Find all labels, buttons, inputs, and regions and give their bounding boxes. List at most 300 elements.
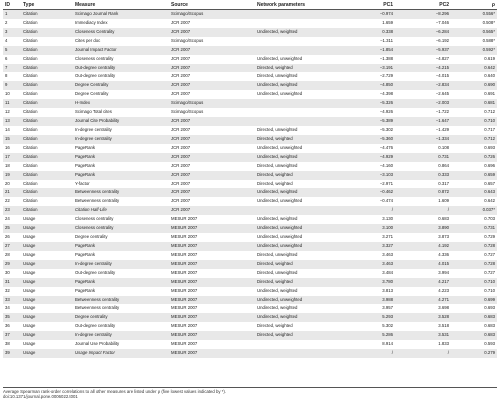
cell-pc1: 8.914 xyxy=(339,340,395,349)
cell-measure: PageRank xyxy=(73,171,169,180)
cell-source: JCR 2007 xyxy=(169,135,255,144)
cell-id: 20 xyxy=(3,180,21,189)
cell-rho: 0.710 xyxy=(451,278,497,287)
cell-network-parameters: Undirected, weighted xyxy=(255,188,339,197)
cell-measure: Out-degree centrality xyxy=(73,72,169,81)
cell-network-parameters: Undirected, weighted xyxy=(255,28,339,37)
table-row xyxy=(3,188,497,197)
table-row xyxy=(3,19,497,28)
cell-network-parameters: Directed, weighted xyxy=(255,64,339,73)
cell-source: JCR 2007 xyxy=(169,180,255,189)
cell-source: MESUR 2007 xyxy=(169,215,255,224)
cell-pc2: 0.864 xyxy=(395,162,451,171)
cell-source: MESUR 2007 xyxy=(169,296,255,305)
cell-id: 5 xyxy=(3,46,21,55)
cell-measure: Journal Impact Factor xyxy=(73,46,169,55)
cell-pc1: 5.286 xyxy=(339,331,395,340)
table-row xyxy=(3,260,497,269)
header-pc1: PC1 xyxy=(339,0,395,10)
cell-id: 4 xyxy=(3,37,21,46)
cell-network-parameters: Directed, weighted xyxy=(255,135,339,144)
cell-pc1: −2.729 xyxy=(339,72,395,81)
cell-type: Citation xyxy=(21,117,73,126)
cell-rho: 0.703 xyxy=(451,215,497,224)
cell-rho: 0.699 xyxy=(451,296,497,305)
table-row xyxy=(3,55,497,64)
cell-type: Citation xyxy=(21,135,73,144)
cell-id: 35 xyxy=(3,313,21,322)
cell-pc2: −1.647 xyxy=(395,117,451,126)
table-row xyxy=(3,215,497,224)
cell-network-parameters xyxy=(255,19,339,28)
cell-rho: 0.683 xyxy=(451,322,497,331)
cell-source: Scimago/Scopus xyxy=(169,108,255,117)
cell-source: MESUR 2007 xyxy=(169,304,255,313)
table-row xyxy=(3,46,497,55)
cell-source: JCR 2007 xyxy=(169,126,255,135)
table-row xyxy=(3,233,497,242)
cell-measure: In-degree centrality xyxy=(73,126,169,135)
cell-pc1: 3.780 xyxy=(339,278,395,287)
cell-id: 15 xyxy=(3,135,21,144)
cell-rho: 0.712 xyxy=(451,108,497,117)
cell-measure: PageRank xyxy=(73,287,169,296)
table-row xyxy=(3,108,497,117)
cell-pc1: −2.971 xyxy=(339,180,395,189)
cell-pc1: −5.389 xyxy=(339,117,395,126)
data-table xyxy=(3,0,497,358)
table-row xyxy=(3,197,497,206)
cell-type: Usage xyxy=(21,260,73,269)
cell-type: Citation xyxy=(21,162,73,171)
header-row xyxy=(3,0,497,10)
cell-measure: PageRank xyxy=(73,242,169,251)
cell-measure: Out-degree centrality xyxy=(73,322,169,331)
table-row xyxy=(3,64,497,73)
cell-rho: 0.712 xyxy=(451,135,497,144)
cell-source: JCR 2007 xyxy=(169,19,255,28)
cell-id: 10 xyxy=(3,90,21,99)
table-body xyxy=(3,10,497,358)
cell-rho: 0.657 xyxy=(451,180,497,189)
cell-type: Usage xyxy=(21,287,73,296)
cell-measure: Journal Cite Probability xyxy=(73,117,169,126)
cell-source: Scimago/Scopus xyxy=(169,99,255,108)
cell-measure: Betweenness centrality xyxy=(73,188,169,197)
header-source: Source xyxy=(169,0,255,10)
cell-pc1: −4.476 xyxy=(339,144,395,153)
cell-measure: PageRank xyxy=(73,162,169,171)
cell-pc1: −3.191 xyxy=(339,64,395,73)
cell-type: Citation xyxy=(21,72,73,81)
cell-measure: Immediacy Index xyxy=(73,19,169,28)
cell-source: JCR 2007 xyxy=(169,153,255,162)
cell-rho: 0.565* xyxy=(451,28,497,37)
cell-measure: Usage Impact Factor xyxy=(73,349,169,358)
cell-source: JCR 2007 xyxy=(169,197,255,206)
cell-id: 30 xyxy=(3,269,21,278)
cell-source: MESUR 2007 xyxy=(169,233,255,242)
cell-rho: 0.279 xyxy=(451,349,497,358)
cell-pc2: 0.731 xyxy=(395,153,451,162)
cell-type: Citation xyxy=(21,99,73,108)
cell-type: Citation xyxy=(21,206,73,215)
cell-id: 16 xyxy=(3,144,21,153)
cell-type: Citation xyxy=(21,153,73,162)
cell-type: Usage xyxy=(21,349,73,358)
cell-source: MESUR 2007 xyxy=(169,260,255,269)
cell-pc1: −0.462 xyxy=(339,188,395,197)
cell-rho: 0.728 xyxy=(451,260,497,269)
cell-rho: 0.642 xyxy=(451,64,497,73)
cell-measure: Betweenness centrality xyxy=(73,296,169,305)
cell-source: JCR 2007 xyxy=(169,117,255,126)
cell-network-parameters: Undirected, unweighted xyxy=(255,242,339,251)
cell-type: Usage xyxy=(21,278,73,287)
cell-measure: Closeness Centrality xyxy=(73,28,169,37)
cell-id: 37 xyxy=(3,331,21,340)
cell-id: 24 xyxy=(3,215,21,224)
cell-id: 9 xyxy=(3,81,21,90)
cell-network-parameters: Undirected, unweighted xyxy=(255,55,339,64)
cell-pc2: −2.645 xyxy=(395,90,451,99)
header-pc2: PC2 xyxy=(395,0,451,10)
table-row xyxy=(3,331,497,340)
cell-rho: 0.731 xyxy=(451,224,497,233)
cell-measure: Journal Use Probability xyxy=(73,340,169,349)
cell-network-parameters: Undirected, weighted xyxy=(255,153,339,162)
cell-pc1: −1.388 xyxy=(339,55,395,64)
cell-rho: 0.727 xyxy=(451,251,497,260)
cell-id: 3 xyxy=(3,28,21,37)
cell-source: JCR 2007 xyxy=(169,206,255,215)
table-row xyxy=(3,99,497,108)
cell-pc1: 3.100 xyxy=(339,224,395,233)
cell-pc2: −7.046 xyxy=(395,19,451,28)
table-row xyxy=(3,171,497,180)
cell-network-parameters: Directed, weighted xyxy=(255,331,339,340)
table-header xyxy=(3,0,497,10)
cell-pc2: 3.698 xyxy=(395,304,451,313)
cell-network-parameters: Undirected, unweighted xyxy=(255,296,339,305)
table-row xyxy=(3,144,497,153)
table-row xyxy=(3,296,497,305)
cell-measure: Y-factor xyxy=(73,180,169,189)
cell-type: Usage xyxy=(21,233,73,242)
table-row xyxy=(3,72,497,81)
cell-network-parameters xyxy=(255,10,339,19)
header-id: ID xyxy=(3,0,21,10)
cell-source: MESUR 2007 xyxy=(169,322,255,331)
cell-id: 11 xyxy=(3,99,21,108)
cell-type: Citation xyxy=(21,46,73,55)
cell-network-parameters: Undirected, weighted xyxy=(255,313,339,322)
cell-rho: 0.691 xyxy=(451,90,497,99)
cell-pc1: −3.103 xyxy=(339,171,395,180)
cell-measure: Closeness centrality xyxy=(73,215,169,224)
cell-id: 29 xyxy=(3,260,21,269)
cell-type: Usage xyxy=(21,340,73,349)
cell-measure: In-degree centrality xyxy=(73,331,169,340)
cell-source: JCR 2007 xyxy=(169,81,255,90)
cell-measure: In-degree centrality xyxy=(73,135,169,144)
cell-rho: 0.696 xyxy=(451,162,497,171)
cell-pc2: −1.429 xyxy=(395,126,451,135)
cell-id: 7 xyxy=(3,64,21,73)
cell-rho: 0.683 xyxy=(451,313,497,322)
cell-type: Usage xyxy=(21,224,73,233)
cell-id: 39 xyxy=(3,349,21,358)
cell-id: 13 xyxy=(3,117,21,126)
cell-id: 2 xyxy=(3,19,21,28)
cell-type: Citation xyxy=(21,197,73,206)
cell-type: Citation xyxy=(21,19,73,28)
header-rho: ρ xyxy=(451,0,497,10)
cell-pc2: 0.872 xyxy=(395,188,451,197)
cell-pc1: −1.311 xyxy=(339,37,395,46)
cell-network-parameters: Directed, weighted xyxy=(255,180,339,189)
cell-network-parameters: Directed, unweighted xyxy=(255,162,339,171)
cell-rho: 0.642 xyxy=(451,197,497,206)
cell-type: Usage xyxy=(21,331,73,340)
cell-rho: 0.659 xyxy=(451,171,497,180)
cell-rho: 0.640 xyxy=(451,72,497,81)
cell-type: Usage xyxy=(21,322,73,331)
cell-type: Citation xyxy=(21,37,73,46)
cell-rho: 0.683 xyxy=(451,331,497,340)
cell-pc2: −6.284 xyxy=(395,28,451,37)
cell-network-parameters: Undirected, unweighted xyxy=(255,90,339,99)
table-row xyxy=(3,313,497,322)
cell-source: MESUR 2007 xyxy=(169,278,255,287)
cell-type: Citation xyxy=(21,108,73,117)
table-row xyxy=(3,304,497,313)
cell-network-parameters: Undirected, weighted xyxy=(255,287,339,296)
cell-pc1: −5.360 xyxy=(339,135,395,144)
cell-pc1: −4.160 xyxy=(339,162,395,171)
cell-pc1: −5.302 xyxy=(339,126,395,135)
cell-pc2: −1.334 xyxy=(395,135,451,144)
cell-measure: Scimago Total cites xyxy=(73,108,169,117)
cell-network-parameters: Directed, unweighted xyxy=(255,126,339,135)
cell-measure: PageRank xyxy=(73,153,169,162)
cell-source: MESUR 2007 xyxy=(169,340,255,349)
cell-pc2: 3.890 xyxy=(395,224,451,233)
cell-type: Citation xyxy=(21,81,73,90)
cell-network-parameters xyxy=(255,108,339,117)
cell-rho: 0.643 xyxy=(451,188,497,197)
cell-pc2: −4.015 xyxy=(395,72,451,81)
cell-source: MESUR 2007 xyxy=(169,287,255,296)
cell-network-parameters: Undirected, unweighted xyxy=(255,224,339,233)
cell-pc2: / xyxy=(395,349,451,358)
cell-pc2: 0.317 xyxy=(395,180,451,189)
cell-id: 6 xyxy=(3,55,21,64)
cell-rho: 0.710 xyxy=(451,287,497,296)
table-row xyxy=(3,117,497,126)
cell-network-parameters: Directed, unweighted xyxy=(255,269,339,278)
cell-network-parameters xyxy=(255,117,339,126)
cell-pc2: −4.827 xyxy=(395,55,451,64)
cell-pc2: 4.271 xyxy=(395,296,451,305)
cell-measure: Closeness centrality xyxy=(73,224,169,233)
cell-source: MESUR 2007 xyxy=(169,242,255,251)
cell-pc1: 3.130 xyxy=(339,215,395,224)
cell-type: Citation xyxy=(21,64,73,73)
cell-type: Citation xyxy=(21,180,73,189)
cell-pc1: 3.813 xyxy=(339,287,395,296)
cell-rho: 0.619 xyxy=(451,55,497,64)
cell-id: 17 xyxy=(3,153,21,162)
cell-source: JCR 2007 xyxy=(169,162,255,171)
cell-pc2: −5.937 xyxy=(395,46,451,55)
cell-source: JCR 2007 xyxy=(169,144,255,153)
cell-id: 31 xyxy=(3,278,21,287)
cell-pc2: −6.192 xyxy=(395,37,451,46)
cell-measure: Degree centrality xyxy=(73,233,169,242)
cell-type: Citation xyxy=(21,90,73,99)
cell-type: Usage xyxy=(21,242,73,251)
cell-network-parameters: Undirected, unweighted xyxy=(255,144,339,153)
cell-type: Citation xyxy=(21,171,73,180)
cell-source: MESUR 2007 xyxy=(169,251,255,260)
cell-id: 33 xyxy=(3,296,21,305)
cell-network-parameters: Undirected, unweighted xyxy=(255,233,339,242)
cell-type: Citation xyxy=(21,144,73,153)
cell-pc1: 3.463 xyxy=(339,260,395,269)
cell-rho: 0.729 xyxy=(451,233,497,242)
cell-source: MESUR 2007 xyxy=(169,331,255,340)
cell-source: MESUR 2007 xyxy=(169,349,255,358)
cell-pc2: −1.722 xyxy=(395,108,451,117)
table-bottom-rule xyxy=(3,387,497,388)
cell-network-parameters: Directed, unweighted xyxy=(255,251,339,260)
cell-type: Citation xyxy=(21,126,73,135)
cell-measure: Cites per doc xyxy=(73,37,169,46)
table-row xyxy=(3,322,497,331)
cell-type: Citation xyxy=(21,55,73,64)
cell-rho: 0.593 xyxy=(451,340,497,349)
cell-measure: PageRank xyxy=(73,251,169,260)
cell-network-parameters: Directed, unweighted xyxy=(255,72,339,81)
cell-source: JCR 2007 xyxy=(169,188,255,197)
table-row xyxy=(3,135,497,144)
cell-network-parameters: Undirected, weighted xyxy=(255,215,339,224)
cell-pc2: −2.003 xyxy=(395,99,451,108)
cell-pc1: 3.463 xyxy=(339,251,395,260)
table-row xyxy=(3,287,497,296)
cell-rho: 0.508* xyxy=(451,19,497,28)
table-row xyxy=(3,224,497,233)
cell-id: 25 xyxy=(3,224,21,233)
cell-network-parameters: Undirected, weighted xyxy=(255,304,339,313)
table-row xyxy=(3,251,497,260)
cell-pc2: 0.683 xyxy=(395,215,451,224)
cell-rho: 0.037* xyxy=(451,206,497,215)
cell-network-parameters: Undirected, weighted xyxy=(255,81,339,90)
cell-pc2: 3.518 xyxy=(395,322,451,331)
table-row xyxy=(3,37,497,46)
table-row xyxy=(3,28,497,37)
cell-network-parameters: Directed, weighted xyxy=(255,278,339,287)
cell-measure: Betweenness centrality xyxy=(73,197,169,206)
cell-id: 14 xyxy=(3,126,21,135)
cell-rho: 0.681 xyxy=(451,99,497,108)
cell-pc2: 4.192 xyxy=(395,242,451,251)
cell-pc1: −4.398 xyxy=(339,90,395,99)
cell-rho: 0.726 xyxy=(451,153,497,162)
cell-pc1: 0.338 xyxy=(339,28,395,37)
table-row xyxy=(3,340,497,349)
cell-measure: Betweenness centrality xyxy=(73,304,169,313)
cell-source: JCR 2007 xyxy=(169,171,255,180)
cell-pc2: 3.528 xyxy=(395,313,451,322)
cell-pc1: −0.974 xyxy=(339,10,395,19)
cell-source: JCR 2007 xyxy=(169,64,255,73)
cell-measure: PageRank xyxy=(73,278,169,287)
cell-measure: Out-degree centrality xyxy=(73,269,169,278)
cell-type: Usage xyxy=(21,269,73,278)
cell-id: 27 xyxy=(3,242,21,251)
cell-pc1: 3.484 xyxy=(339,269,395,278)
table-row xyxy=(3,126,497,135)
cell-rho: 0.728 xyxy=(451,242,497,251)
cell-measure: Citation Half-Life xyxy=(73,206,169,215)
cell-network-parameters: Directed, weighted xyxy=(255,260,339,269)
table-row xyxy=(3,349,497,358)
cell-id: 22 xyxy=(3,197,21,206)
cell-rho: 0.588* xyxy=(451,37,497,46)
cell-id: 19 xyxy=(3,171,21,180)
cell-pc2: 0.333 xyxy=(395,171,451,180)
table-row xyxy=(3,81,497,90)
cell-id: 1 xyxy=(3,10,21,19)
cell-rho: 0.690 xyxy=(451,81,497,90)
cell-pc2: −2.834 xyxy=(395,81,451,90)
table-row xyxy=(3,90,497,99)
cell-pc2: 1.833 xyxy=(395,340,451,349)
cell-pc1: −4.926 xyxy=(339,108,395,117)
table-row xyxy=(3,10,497,19)
cell-pc1: 3.327 xyxy=(339,242,395,251)
cell-type: Usage xyxy=(21,215,73,224)
cell-network-parameters: Directed, weighted xyxy=(255,171,339,180)
cell-pc2: 4.015 xyxy=(395,260,451,269)
cell-measure: Scimago Journal Rank xyxy=(73,10,169,19)
cell-id: 26 xyxy=(3,233,21,242)
cell-pc1: −0.474 xyxy=(339,197,395,206)
cell-rho: 0.592* xyxy=(451,46,497,55)
cell-measure: In-degree centrality xyxy=(73,260,169,269)
cell-type: Citation xyxy=(21,10,73,19)
cell-id: 21 xyxy=(3,188,21,197)
cell-pc1: 3.271 xyxy=(339,233,395,242)
cell-measure: Degree centrality xyxy=(73,313,169,322)
header-type: Type xyxy=(21,0,73,10)
cell-source: Scimago/Scopus xyxy=(169,37,255,46)
cell-pc1: 3.988 xyxy=(339,296,395,305)
cell-pc2: 4.336 xyxy=(395,251,451,260)
header-measure: Measure xyxy=(73,0,169,10)
cell-id: 32 xyxy=(3,287,21,296)
cell-rho: 0.727 xyxy=(451,269,497,278)
cell-network-parameters xyxy=(255,99,339,108)
cell-id: 38 xyxy=(3,340,21,349)
cell-source: JCR 2007 xyxy=(169,28,255,37)
cell-pc1: 1.659 xyxy=(339,19,395,28)
cell-id: 34 xyxy=(3,304,21,313)
cell-network-parameters xyxy=(255,37,339,46)
